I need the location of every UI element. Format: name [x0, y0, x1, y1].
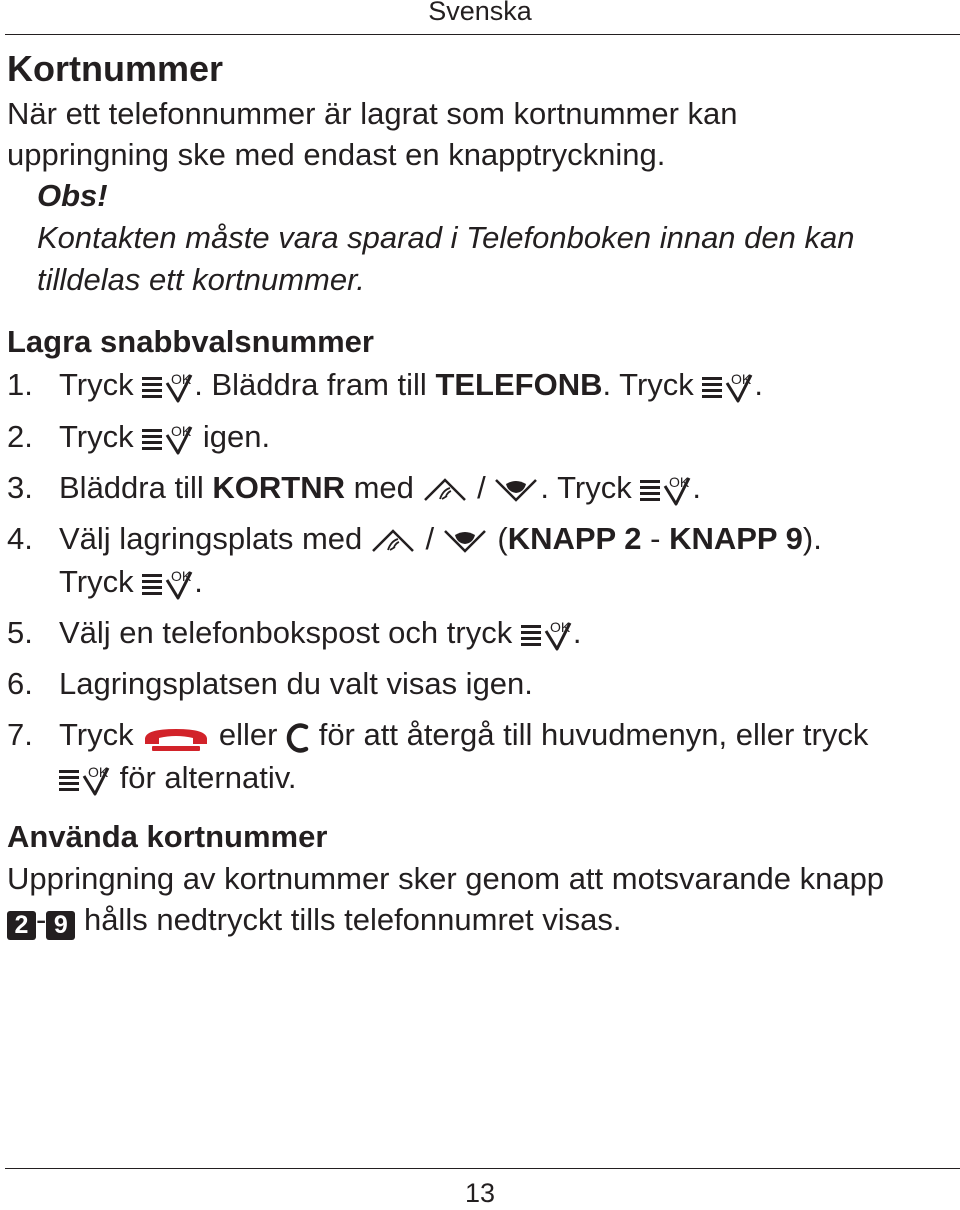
note-line-2: tilldelas ett kortnummer. — [37, 262, 365, 297]
step-3 — [7, 469, 701, 507]
end-call-icon — [142, 721, 210, 753]
menu-ok-icon — [702, 371, 754, 403]
scroll-up-icon — [371, 525, 417, 557]
step-text: Tryck — [59, 419, 134, 454]
step-text: ( — [497, 521, 508, 556]
step-number: 6. — [7, 666, 33, 701]
menu-ok-icon — [521, 619, 573, 651]
intro-line-2: uppringning ske med endast en knapptryckning. — [7, 137, 666, 172]
step-text: Välj en telefonbokspost och tryck — [59, 615, 513, 650]
clear-c-icon — [286, 721, 310, 753]
step-6 — [7, 665, 533, 703]
note-label: Obs! — [37, 178, 108, 213]
scroll-down-icon — [494, 474, 540, 506]
menu-name-telefonb: TELEFONB — [435, 367, 603, 402]
step-text: Tryck — [59, 367, 134, 402]
step-text: Tryck — [59, 717, 134, 752]
step-number: 3. — [7, 470, 33, 505]
section-title-lagra: Lagra snabbvalsnummer — [7, 324, 374, 359]
step-5 — [7, 614, 581, 652]
menu-ok-icon — [142, 423, 194, 455]
step-text: - — [641, 521, 670, 556]
step-text: Bläddra till — [59, 470, 204, 505]
step-text: . — [194, 564, 203, 599]
step-7-continued — [59, 759, 297, 797]
footer-divider — [5, 1168, 960, 1169]
section-title-kortnummer: Kortnummer — [7, 48, 224, 89]
key-name-from: KNAPP 2 — [507, 521, 642, 556]
scroll-up-icon — [423, 474, 469, 506]
step-text: . — [754, 367, 764, 402]
step-number: 5. — [7, 615, 33, 650]
section-title-anvanda: Använda kortnummer — [7, 819, 328, 854]
key-range-dash: - — [36, 902, 47, 937]
step-text: eller — [218, 717, 278, 752]
step-1 — [7, 366, 763, 404]
step-text: Tryck — [59, 564, 134, 599]
step-number: 4. — [7, 521, 33, 556]
step-text: för att återgå till huvudmenyn, eller tryck — [318, 717, 869, 752]
step-text: igen. — [202, 419, 271, 454]
separator: / — [425, 521, 435, 556]
menu-ok-icon — [640, 474, 692, 506]
step-text: för alternativ. — [119, 760, 297, 795]
header-divider — [5, 34, 960, 35]
step-text: ). — [802, 521, 822, 556]
separator: / — [477, 470, 486, 505]
step-text: Välj lagringsplats med — [59, 521, 363, 556]
usage-line-2 — [7, 901, 622, 940]
step-4-continued — [59, 563, 203, 601]
step-number: 2. — [7, 419, 33, 454]
step-text: . Tryck — [602, 367, 694, 402]
step-text: Lagringsplatsen du valt visas igen. — [59, 666, 533, 701]
step-4 — [7, 520, 822, 558]
page-number: 13 — [464, 1178, 496, 1208]
key-9-icon: 9 — [46, 911, 75, 940]
note-line-1: Kontakten måste vara sparad i Telefonboken innan den kan — [37, 220, 855, 255]
intro-line-1: När ett telefonnummer är lagrat som kortnummer kan — [7, 96, 738, 131]
step-number: 7. — [7, 717, 33, 752]
menu-ok-icon — [142, 371, 194, 403]
key-2-icon: 2 — [7, 911, 36, 940]
header-language: Svenska — [428, 0, 532, 26]
key-name-to: KNAPP 9 — [669, 521, 803, 556]
step-number: 1. — [7, 367, 33, 402]
step-2 — [7, 418, 270, 456]
step-text: hålls nedtryckt tills telefonnumret visas. — [83, 902, 622, 937]
menu-ok-icon — [59, 764, 111, 796]
step-text: . Bläddra fram till — [194, 367, 427, 402]
usage-line-1: Uppringning av kortnummer sker genom att motsvarande knapp — [7, 861, 885, 896]
step-text: . Tryck — [540, 470, 632, 505]
step-7 — [7, 716, 868, 754]
step-text: . — [572, 615, 582, 650]
step-text: med — [353, 470, 414, 505]
scroll-down-icon — [443, 525, 489, 557]
menu-ok-icon — [142, 568, 194, 600]
step-text: . — [692, 470, 701, 505]
menu-name-kortnr: KORTNR — [212, 470, 345, 505]
